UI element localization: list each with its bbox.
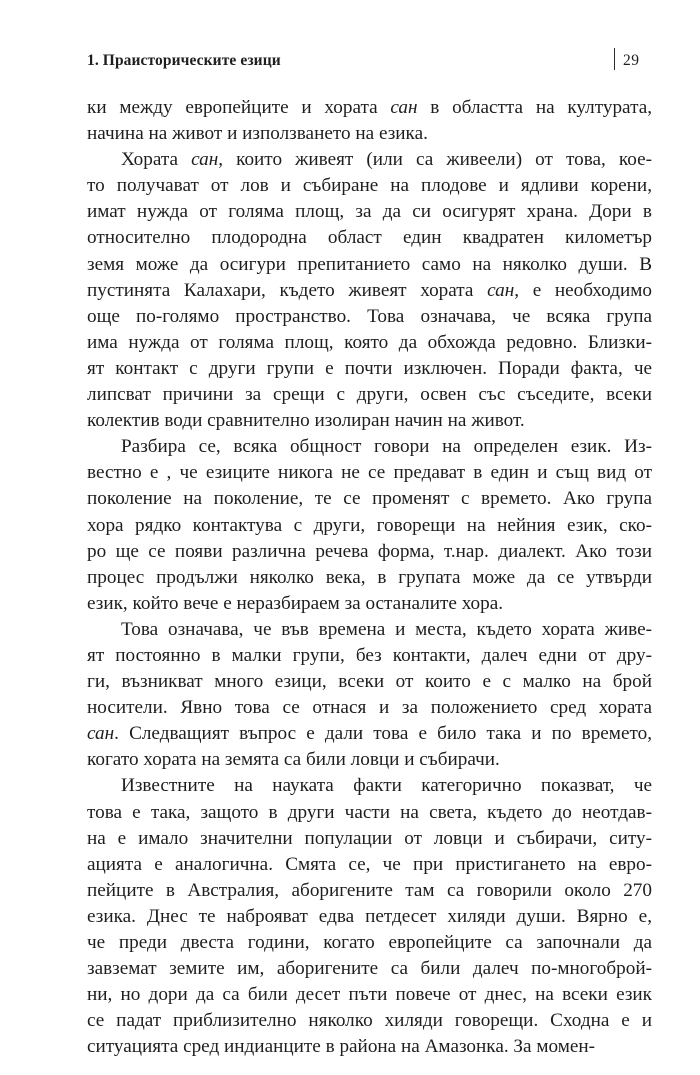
- text-line: [87, 800, 652, 826]
- paragraph: [87, 147, 652, 434]
- text-line: [87, 356, 652, 382]
- text-line: [87, 695, 652, 721]
- text-run: ни, но дори да са били десет пъти повече от днес, на всеки език: [87, 984, 652, 1006]
- paragraph: [87, 434, 652, 617]
- text-run: пейците в Австралия, аборигените там са говорили около 270: [87, 879, 652, 901]
- text-run: Хората: [121, 149, 192, 171]
- text-line: [87, 826, 652, 852]
- text-run: в областта на културата,: [417, 97, 652, 118]
- text-run: относително плодородна област един квадратен километър: [87, 227, 652, 249]
- text-line: [87, 147, 652, 173]
- text-line: [87, 1034, 652, 1060]
- text-line: [87, 904, 652, 930]
- text-line: [87, 747, 652, 773]
- text-run: , които живеят (или са живеели) от това, кое-: [218, 149, 652, 171]
- text-line: [87, 982, 652, 1008]
- text-run: земя може да осигури препитанието само на няколко души. В: [87, 253, 652, 275]
- text-line: [87, 408, 652, 434]
- text-line: [87, 513, 652, 539]
- text-line: [87, 643, 652, 669]
- text-line: [87, 225, 652, 251]
- text-run: езика. Днес те наброяват едва петдесет хиляди души. Вярно е,: [87, 905, 652, 927]
- text-run: ги, възникват много езици, всеки от които е с малко на брой: [87, 671, 652, 693]
- italic-term: сан: [191, 149, 219, 171]
- text-line: [87, 930, 652, 956]
- italic-term: сан: [390, 97, 418, 118]
- italic-term: сан: [487, 279, 515, 301]
- text-line: [87, 121, 652, 147]
- text-run: ро ще се появи различна речева форма, т.нар. диалект. Ако този: [87, 540, 652, 562]
- text-line: [87, 173, 652, 199]
- text-run: колектив води сравнително изолиран начин на живот.: [87, 410, 525, 432]
- text-run: ацията е аналогична. Смята се, че при пристигането на евро-: [87, 853, 652, 875]
- text-line: [87, 1008, 652, 1034]
- page-number: 29: [623, 52, 640, 69]
- text-run: когато хората на земята са били ловци и събирачи.: [87, 749, 500, 771]
- text-line: [87, 199, 652, 225]
- text-line: [87, 565, 652, 591]
- text-run: Известните на науката факти категорично показват, че: [121, 775, 652, 797]
- text-run: още по-голямо пространство. Това означава, че всяка група: [87, 305, 652, 327]
- text-run: начина на живот и използването на езика.: [87, 123, 428, 145]
- text-run: липсват причини за срещи с други, освен със съседите, всеки: [87, 384, 652, 406]
- text-run: че преди двеста години, когато европейците са започнали да: [87, 932, 652, 953]
- running-head: [87, 46, 652, 76]
- text-line: [87, 669, 652, 695]
- text-run: процес продължи няколко века, в групата може да се утвърди: [87, 566, 652, 588]
- text-line: [87, 539, 652, 565]
- text-line: [87, 278, 652, 304]
- text-run: , е необходимо: [514, 279, 652, 301]
- text-line: [87, 382, 652, 408]
- text-line: [87, 95, 652, 121]
- chapter-title: 1. Праисторическите езици: [87, 52, 281, 69]
- text-run: то получават от лов и събиране на плодове и ядливи корени,: [87, 175, 652, 197]
- paragraph: [87, 773, 652, 1060]
- italic-term: сан: [87, 723, 115, 745]
- text-line: [87, 852, 652, 878]
- text-line: [87, 591, 652, 617]
- text-run: пустинята Калахари, където живеят хората: [87, 279, 488, 301]
- text-line: [87, 434, 652, 460]
- text-line: [87, 878, 652, 904]
- text-run: имат нужда от голяма площ, за да си осигурят храна. Дори в: [87, 201, 652, 223]
- paragraph: [87, 95, 652, 147]
- text-line: [87, 304, 652, 330]
- text-run: . Следващият въпрос е дали това е било така и по времето,: [114, 723, 652, 745]
- text-run: има нужда от голяма площ, която да обхожда редовно. Близки-: [87, 331, 652, 353]
- text-run: ситуацията сред индианците в района на Амазонка. За момен-: [87, 1036, 596, 1058]
- text-line: [87, 460, 652, 486]
- text-line: [87, 956, 652, 982]
- text-line: [87, 773, 652, 799]
- text-run: ят постоянно в малки групи, без контакти, далеч едни от дру-: [87, 644, 652, 666]
- text-run: Това означава, че във времена и места, където хората живе-: [121, 618, 652, 640]
- text-run: завземат земите им, аборигените са били далеч по-многоброй-: [87, 958, 652, 980]
- text-run: ят контакт с други групи е почти изключен. Поради факта, че: [87, 357, 652, 379]
- text-run: носители. Явно това се отнася и за положението сред хората: [87, 697, 652, 719]
- text-run: на е имало значителни популации от ловци и събирачи, ситу-: [87, 827, 652, 849]
- header-divider: [614, 48, 615, 70]
- text-run: вестно е , че езиците никога не се предават в един и същ вид от: [87, 462, 652, 484]
- text-run: това е така, защото в други части на света, където до неотдав-: [87, 801, 652, 823]
- paragraph: [87, 617, 652, 774]
- text-line: [87, 617, 652, 643]
- text-run: език, който вече е неразбираем за останалите хора.: [87, 592, 504, 614]
- text-line: [87, 721, 652, 747]
- text-run: ки между европейците и хората: [87, 97, 391, 118]
- text-line: [87, 330, 652, 356]
- text-run: се падат приблизително няколко хиляди говорещи. Сходна е и: [87, 1010, 652, 1032]
- text-line: [87, 252, 652, 278]
- body-text: [87, 95, 652, 1060]
- text-run: хора рядко контактува с други, говорещи на нейния език, ско-: [87, 514, 652, 536]
- text-run: поколение на поколение, те се променят с времето. Ако група: [87, 488, 652, 510]
- text-line: [87, 486, 652, 512]
- text-run: Разбира се, всяка общност говори на определен език. Из-: [121, 436, 652, 458]
